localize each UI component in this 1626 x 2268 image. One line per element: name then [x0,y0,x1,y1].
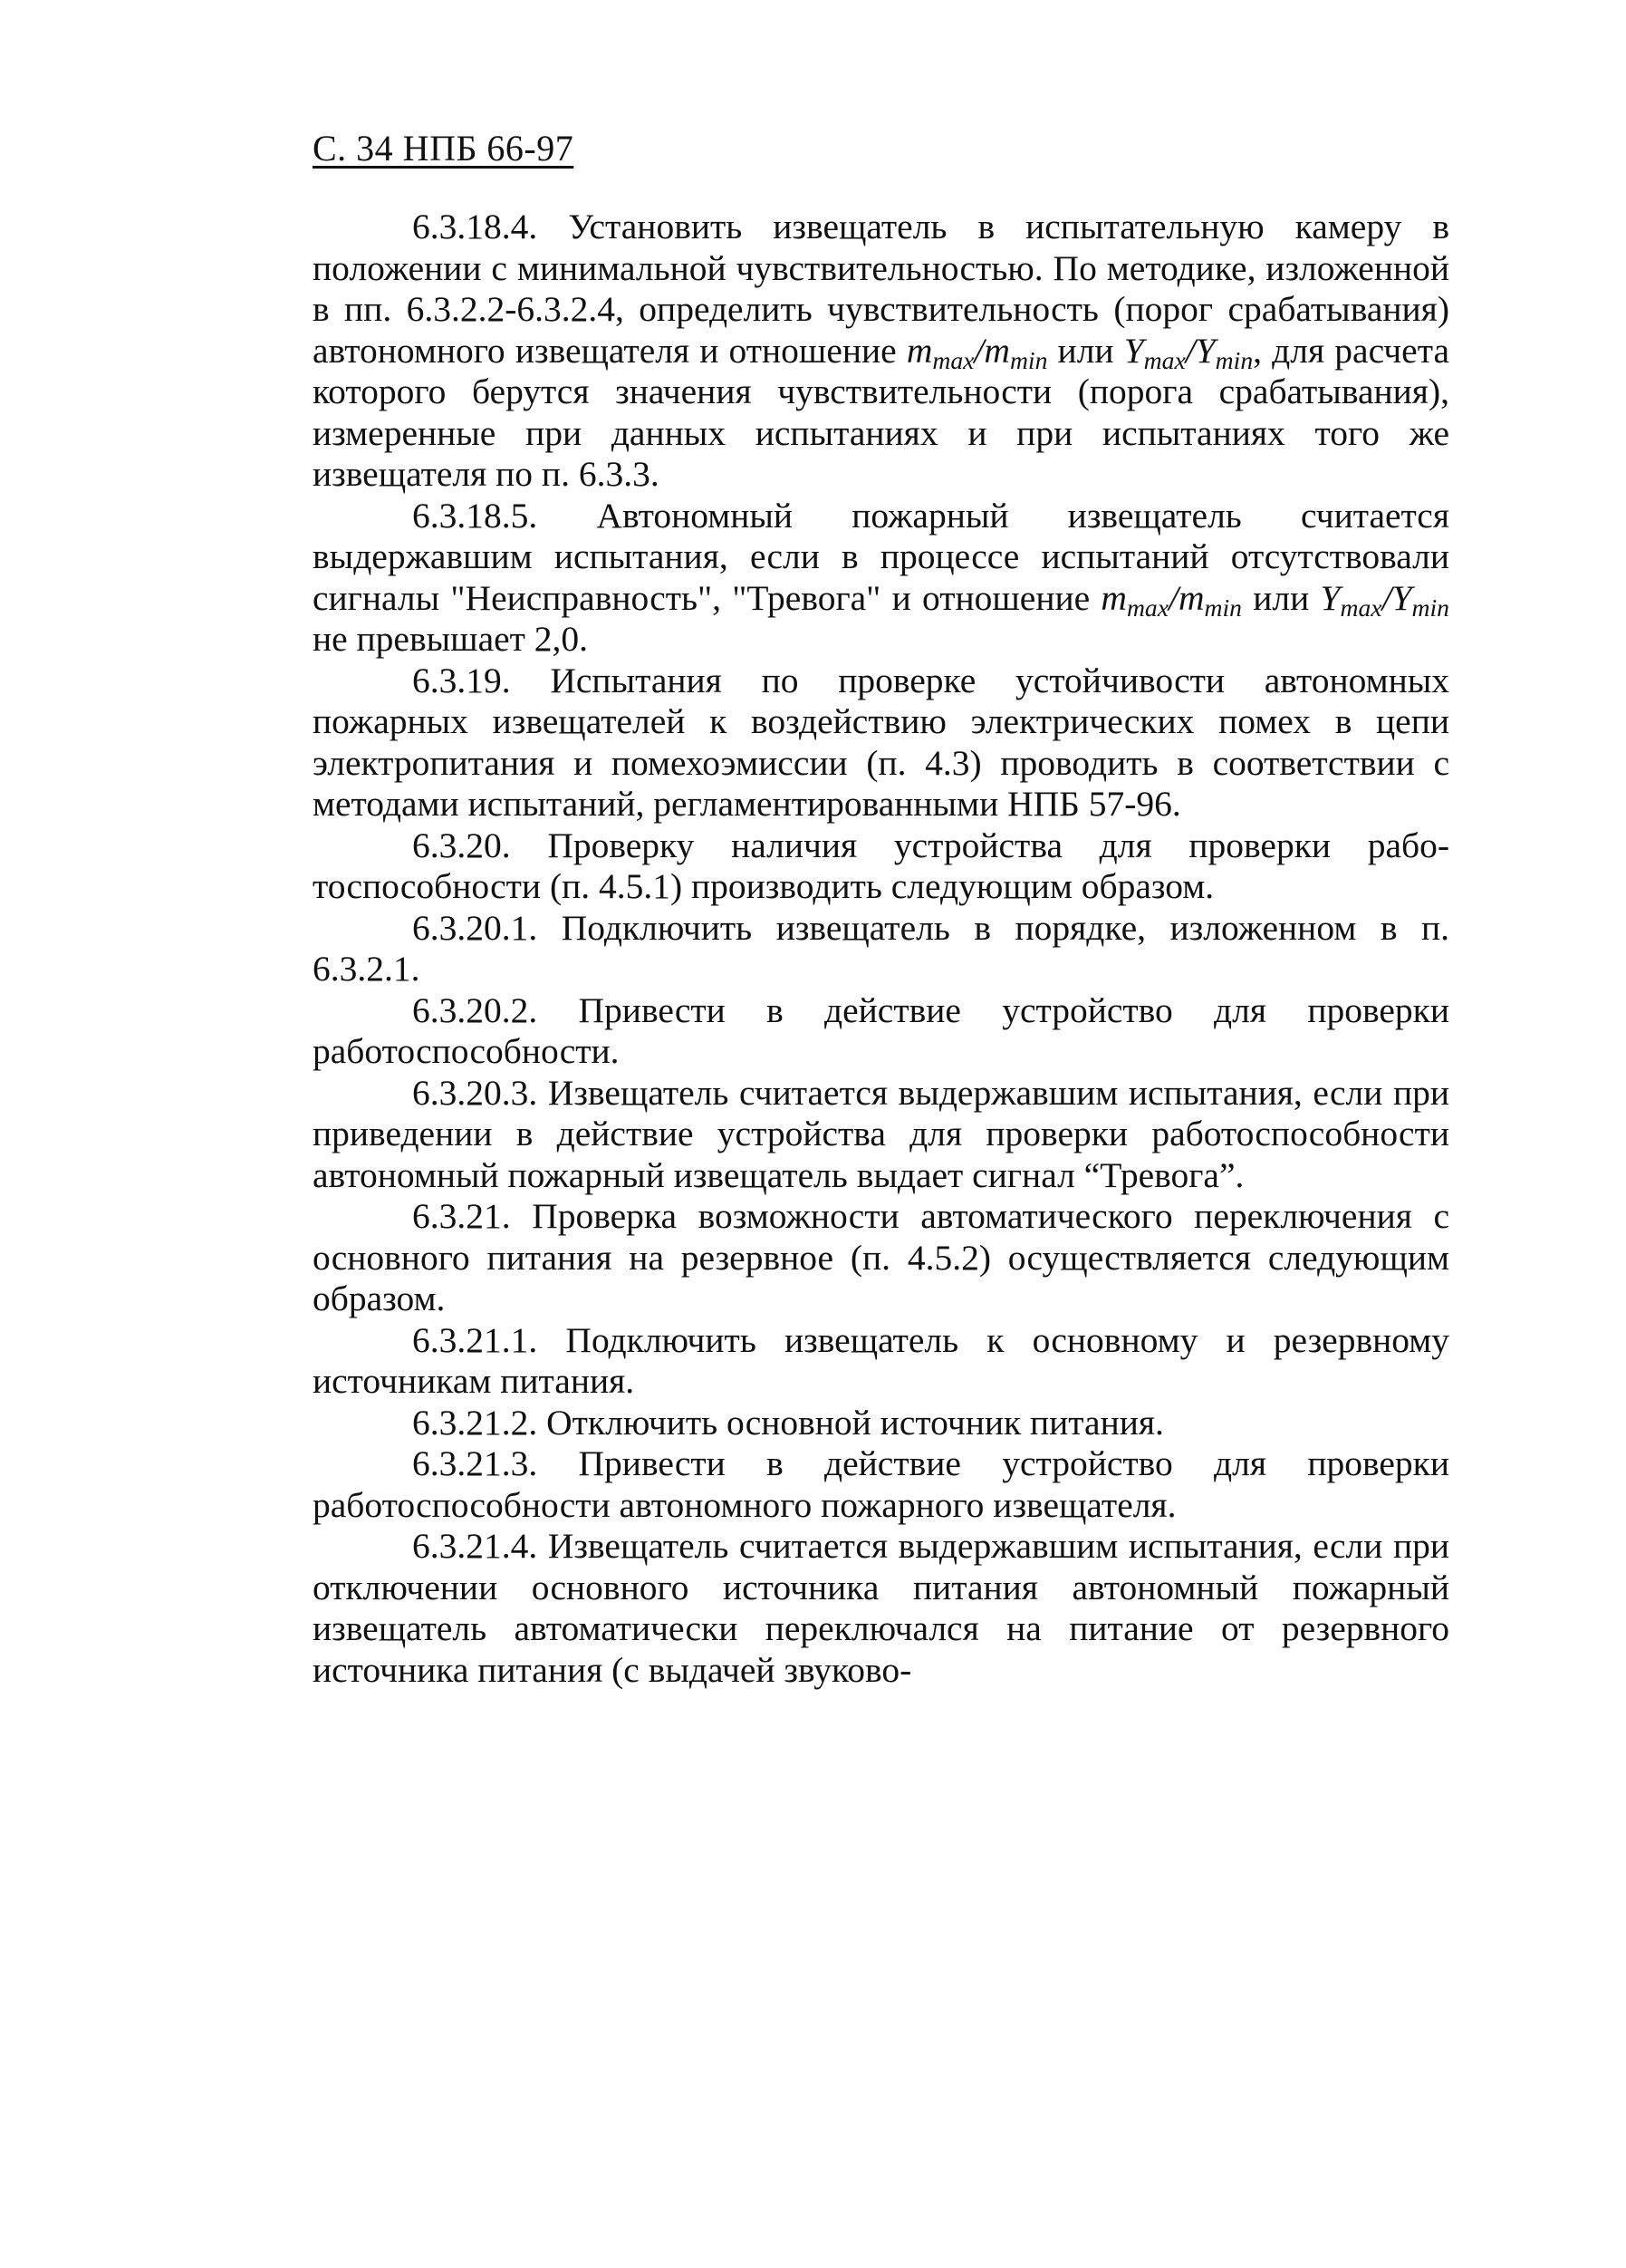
paragraph-6-3-19: 6.3.19. Испытания по проверке устойчивости автономных пожарных извещателей к воздействию электрических помех в цепи электропитания и помехоэмиссии (п. 4.3) проводить в соответствии с методами испытаний, регламентированными НПБ 57-96. [313,660,1449,824]
paragraph-6-3-20-1: 6.3.20.1. Подключить извещатель в порядке, изложенном в п. 6.3.2.1. [313,907,1449,989]
paragraph-6-3-18-5 [313,496,1449,661]
paragraph-6-3-21: 6.3.21. Проверка возможности автоматического переключения с основного питания на резервное (п. 4.5.2) осуществляется следующим образом. [313,1196,1449,1318]
paragraph-text: или [1242,577,1321,618]
formula-m-ratio: $m_{max}/m_{min}$ [1101,577,1242,622]
paragraph-6-3-20-3: 6.3.20.3. Извещатель считается выдержавшим испытания, если при приведении в действие устройства для проверки работоспособности автономный пожарный извещатель выдает сигнал “Тревога”. [313,1072,1449,1195]
paragraph-text: не превышает 2,0. [313,619,589,659]
document-page [313,127,1449,1691]
paragraph-6-3-18-4 [313,207,1449,496]
paragraph-6-3-21-2: 6.3.21.2. Отключить основной источник питания. [412,1402,1164,1443]
formula-y-ratio: $Y_{max}/Y_{min}$ [1320,577,1449,622]
paragraph-6-3-20: 6.3.20. Проверку наличия устройства для проверки работоспособности (п. 4.5.1) производить следующим образом. [313,825,1449,906]
paragraph-6-3-21-3: 6.3.21.3. Привести в действие устройство для проверки работоспособности автономного пожарного извещателя. [313,1443,1449,1525]
paragraph-6-3-21-4: 6.3.21.4. Извещатель считается выдержавшим испытания, если при отключении основного источника питания автономный пожарный извещатель автоматически переключался на питание от резервного источника питания (с выдачей звуково- [313,1526,1449,1690]
page-header: С. 34 НПБ 66-97 [313,128,574,169]
paragraph-text: 6.3.18.5. Автономный пожарный извещатель считается выдержавшим испытания, если в процессе испытаний отсутствовали сигналы "Неисправность", "Тревога" и отношение [313,495,1449,618]
formula-y-ratio: $Y_{max}/Y_{min}$ [1123,330,1254,374]
formula-m-ratio: $m_{max}/m_{min}$ [906,330,1048,374]
paragraph-text: или [1047,330,1124,371]
paragraph-text: 6.3.18.4. Установить извещатель в испытательную камеру в положении с минимальной чувствительностью. По методике, изложенной в пп. 6.3.2.2-6.3.2.4, определить чувствительность (порог срабатывания) автономного извещателя и отношение [313,207,1449,371]
paragraph-text: , для расчета которого берутся значения чувствительности (порога срабатывания), измеренные при данных испытаниях и при испытаниях того же извещателя по п. 6.3.3. [313,330,1449,494]
paragraph-6-3-21-1: 6.3.21.1. Подключить извещатель к основному и резервному источникам питания. [313,1319,1449,1401]
paragraph-6-3-20-2: 6.3.20.2. Привести в действие устройство для проверки работоспособности. [313,989,1449,1071]
